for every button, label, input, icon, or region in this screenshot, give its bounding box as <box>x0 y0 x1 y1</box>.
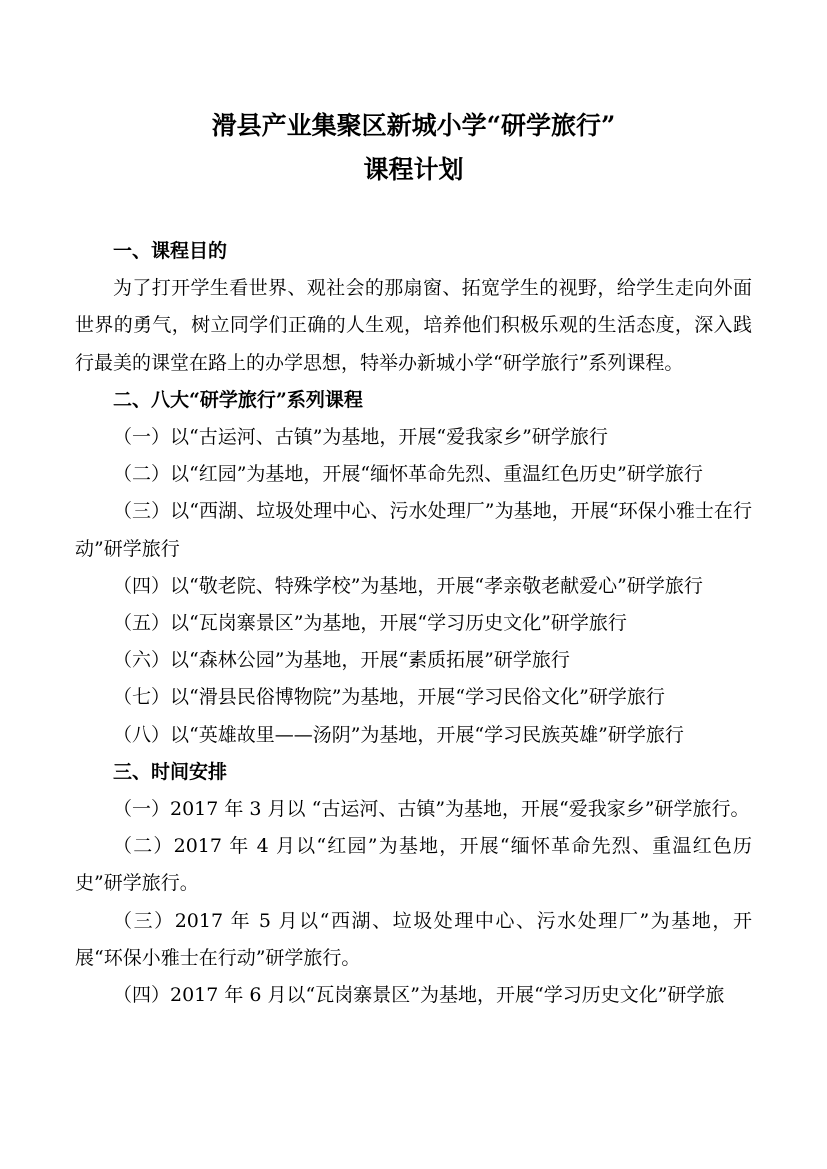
schedule-item: （一）2017 年 3 月以 “古运河、古镇”为基地，开展“爱我家乡”研学旅行。 <box>113 798 750 821</box>
course-item: （一）以“古运河、古镇”为基地，开展“爱我家乡”研学旅行 <box>113 426 608 449</box>
purpose-paragraph: 为了打开学生看世界、观社会的那扇窗、拓宽学生的视野，给学生走向外面世界的勇气，树立同学们正确的人生观，培养他们积极乐观的生活态度，深入践行最美的课堂在路上的办学思想，特举办新城小学“研学旅行”系列课程。 <box>75 277 752 374</box>
section-heading-purpose: 一、课程目的 <box>113 240 228 262</box>
document-title: 滑县产业集聚区新城小学“研学旅行” <box>211 111 616 140</box>
course-item: （五）以“瓦岗寨景区”为基地，开展“学习历史文化”研学旅行 <box>113 612 627 635</box>
schedule-item: （三）2017 年 5 月以“西湖、垃圾处理中心、污水处理厂”为基地，开展“环保小雅士在行动”研学旅行。 <box>75 909 752 969</box>
document-body <box>75 233 752 1014</box>
course-item: （三）以“西湖、垃圾处理中心、污水处理厂”为基地，开展“环保小雅士在行动”研学旅行 <box>75 500 752 560</box>
course-item: （七）以“滑县民俗博物院”为基地，开展“学习民俗文化”研学旅行 <box>113 686 665 709</box>
schedule-item: （四）2017 年 6 月以“瓦岗寨景区”为基地，开展“学习历史文化”研学旅 <box>113 984 725 1007</box>
section-heading-schedule: 三、时间安排 <box>113 760 228 783</box>
course-item: （八）以“英雄故里——汤阴”为基地，开展“学习民族英雄”研学旅行 <box>113 723 684 746</box>
course-item: （二）以“红园”为基地，开展“缅怀革命先烈、重温红色历史”研学旅行 <box>113 463 703 486</box>
section-heading-courses: 二、八大“研学旅行”系列课程 <box>113 388 363 411</box>
schedule-item: （二）2017 年 4 月以“红园”为基地，开展“缅怀革命先烈、重温红色历史”研学旅行。 <box>75 835 752 895</box>
document-subtitle: 课程计划 <box>363 155 464 184</box>
course-item: （六）以“森林公园”为基地，开展“素质拓展”研学旅行 <box>113 649 570 672</box>
course-item: （四）以“敬老院、特殊学校”为基地，开展“孝亲敬老献爱心”研学旅行 <box>113 574 703 597</box>
